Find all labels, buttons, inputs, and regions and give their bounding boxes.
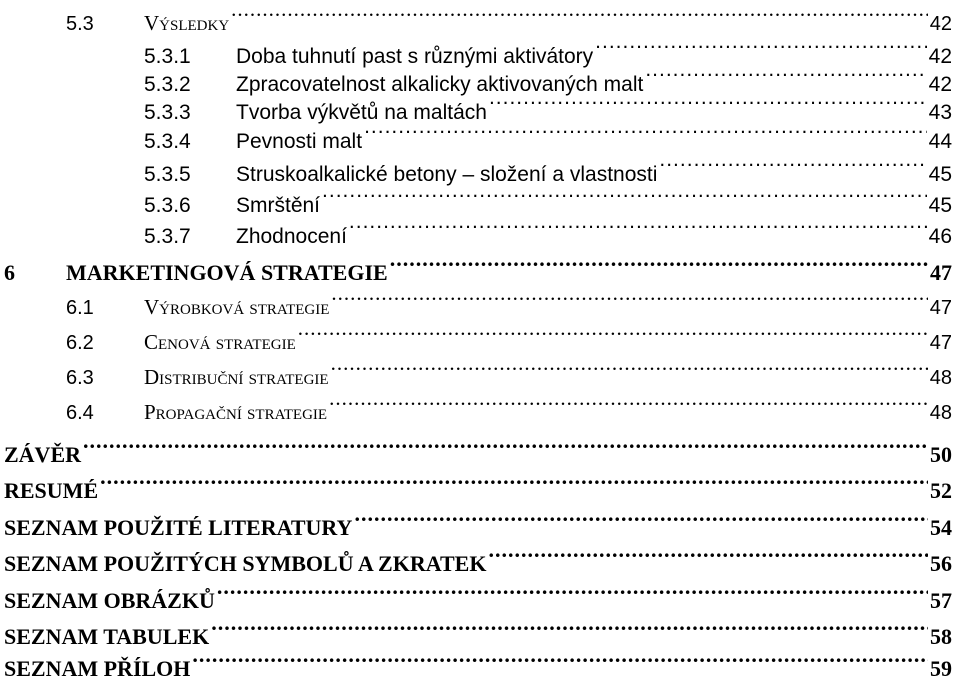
toc-number: 5.3.5 (144, 163, 191, 186)
dot-leader (390, 250, 928, 280)
dot-leader (488, 541, 928, 571)
toc-entry[interactable] (4, 614, 952, 649)
toc-title: SEZNAM POUŽITÉ LITERATURY (4, 515, 353, 540)
toc-title: Smrštění (236, 194, 321, 217)
toc-number: 5.3 (66, 13, 94, 35)
toc-title: Pevnosti malt (236, 130, 363, 153)
dot-leader (231, 0, 928, 30)
toc-entry[interactable] (144, 182, 952, 217)
toc-number: 5.3.4 (144, 130, 191, 153)
toc-page: 42 (929, 13, 952, 35)
toc-entry[interactable] (144, 151, 952, 186)
toc-number: 6.4 (66, 402, 94, 424)
toc-entry[interactable] (4, 646, 952, 681)
toc-entry[interactable] (144, 213, 952, 248)
toc-title: Tvorba výkvětů na maltách (236, 101, 487, 124)
dot-leader (659, 151, 926, 181)
toc-page: 59 (930, 656, 952, 681)
toc-title: ZÁVĚR (4, 442, 82, 467)
toc-number: 6.1 (66, 297, 94, 319)
dot-leader (364, 118, 927, 148)
dot-leader (331, 354, 928, 384)
toc-page: 54 (930, 515, 952, 540)
toc-title: Struskoalkalické betony – složení a vlastnosti (236, 163, 658, 186)
toc-page: 57 (930, 588, 952, 613)
toc-page: 47 (930, 260, 952, 285)
dot-leader (329, 389, 928, 419)
dot-leader (322, 182, 927, 212)
toc-entry[interactable] (66, 0, 952, 35)
toc-entry[interactable] (4, 541, 952, 576)
toc-title: SEZNAM TABULEK (4, 624, 210, 649)
toc-title: Výsledky (144, 11, 230, 35)
toc-title: Zpracovatelnost alkalicky aktivovaných malt (236, 73, 644, 96)
toc-entry[interactable] (144, 89, 952, 124)
toc-entry[interactable] (66, 284, 952, 319)
toc-entry[interactable] (144, 118, 952, 153)
toc-entry[interactable] (144, 61, 952, 96)
toc-title: SEZNAM PŘÍLOH (4, 656, 191, 681)
toc-title: Doba tuhnutí past s různými aktivátory (236, 45, 594, 68)
toc-entry[interactable] (4, 432, 952, 467)
dot-leader (100, 468, 928, 498)
toc-title: MARKETINGOVÁ STRATEGIE (66, 260, 388, 285)
dot-leader (211, 614, 928, 644)
dot-leader (489, 89, 927, 119)
toc-title: Propagační strategie (144, 400, 328, 424)
toc-title: Distribuční strategie (144, 365, 329, 389)
toc-page: 47 (929, 332, 952, 354)
toc-page: 58 (930, 624, 952, 649)
toc-page: 44 (928, 130, 952, 153)
toc-number: 5.3.2 (144, 73, 191, 96)
dot-leader (83, 432, 928, 462)
toc-page: 45 (928, 163, 952, 186)
dot-leader (298, 319, 928, 349)
toc-number: 6.3 (66, 367, 94, 389)
toc-title: Cenová strategie (144, 330, 296, 354)
toc-title: SEZNAM OBRÁZKŮ (4, 588, 215, 613)
dot-leader (331, 284, 927, 314)
toc-page: 52 (930, 478, 952, 503)
dot-leader (217, 578, 928, 608)
dot-leader (192, 646, 928, 676)
dot-leader (595, 33, 926, 63)
toc-title: Zhodnocení (236, 225, 347, 248)
toc-entry[interactable] (4, 468, 952, 503)
toc-title: SEZNAM POUŽITÝCH SYMBOLŮ A ZKRATEK (4, 551, 487, 576)
toc-number: 6 (4, 260, 15, 285)
toc-entry[interactable] (66, 389, 952, 424)
toc-number: 5.3.1 (144, 45, 191, 68)
toc-number: 5.3.7 (144, 225, 191, 248)
dot-leader (349, 213, 927, 243)
toc-page: 48 (929, 402, 952, 424)
toc-page: 43 (928, 101, 952, 124)
toc-page: 56 (930, 551, 952, 576)
toc-number: 5.3.6 (144, 194, 191, 217)
toc-page: 42 (928, 73, 952, 96)
dot-leader (354, 505, 928, 535)
toc-entry[interactable] (4, 578, 952, 613)
toc-entry[interactable] (4, 505, 952, 540)
toc-page: 46 (928, 225, 952, 248)
toc-page: 45 (928, 194, 952, 217)
toc-title: RESUMÉ (4, 478, 99, 503)
toc-page: 50 (930, 442, 952, 467)
toc-entry[interactable] (4, 250, 952, 285)
toc-title: Výrobková strategie (144, 295, 330, 319)
toc-entry[interactable] (66, 319, 952, 354)
dot-leader (645, 61, 926, 91)
toc-page: 42 (928, 45, 952, 68)
toc-number: 6.2 (66, 332, 94, 354)
toc-entry[interactable] (66, 354, 952, 389)
toc-number: 5.3.3 (144, 101, 191, 124)
toc-page: 48 (929, 367, 952, 389)
toc-page: 47 (929, 297, 952, 319)
toc-entry[interactable] (144, 33, 952, 68)
